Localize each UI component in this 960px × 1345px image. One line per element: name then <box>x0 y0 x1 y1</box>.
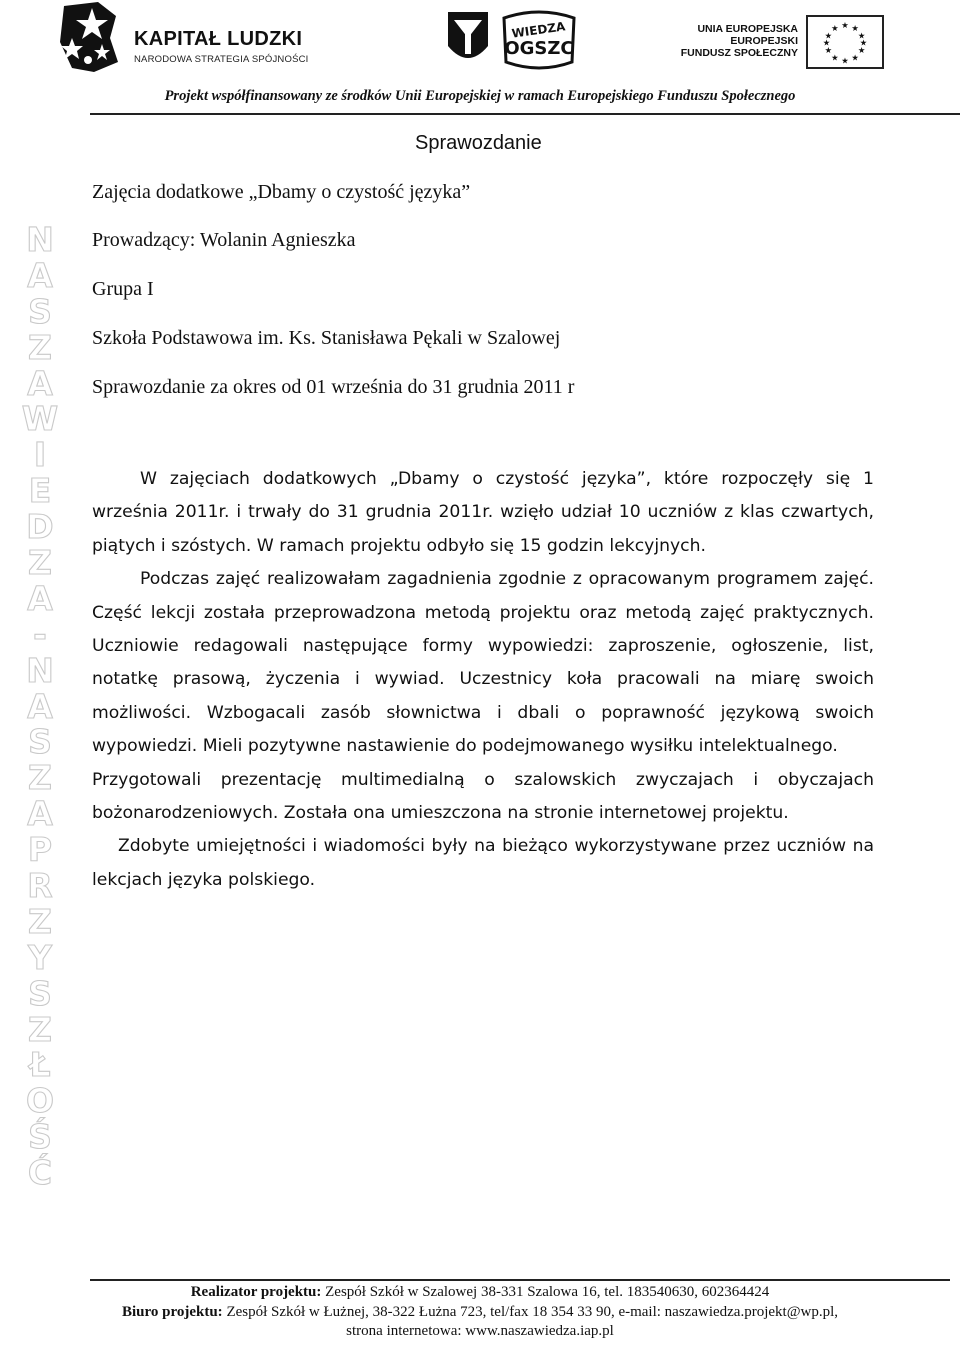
sidebar-letter: Ł <box>29 1045 51 1085</box>
svg-text:★: ★ <box>831 22 839 33</box>
sidebar-letter: A <box>27 255 53 295</box>
sidebar-letter: Ś <box>28 1117 52 1157</box>
sidebar-letter: S <box>28 291 52 331</box>
kapital-ludzki-logo <box>58 2 318 74</box>
sidebar-letter: A <box>27 363 53 403</box>
svg-text:★: ★ <box>831 52 839 63</box>
sidebar-slogan <box>10 222 70 1191</box>
sidebar-letter: R <box>27 866 53 906</box>
group-name: Grupa I <box>92 278 154 300</box>
sidebar-letter: I <box>33 435 47 475</box>
sidebar-letter: Z <box>28 327 52 367</box>
sidebar-letter: - <box>33 614 47 654</box>
school-name: Szkoła Podstawowa im. Ks. Stanisława Pękali w Szalowej <box>92 327 561 349</box>
course-name: Zajęcia dodatkowe „Dbamy o czystość języka” <box>92 181 471 203</box>
sidebar-letter: W <box>21 399 59 439</box>
sidebar-letter: Y <box>28 937 52 977</box>
school-emblem-icon <box>444 8 584 72</box>
kapital-ludzki-title: KAPITAŁ LUDZKI <box>134 28 303 50</box>
svg-text:★: ★ <box>824 45 833 56</box>
eu-line-3: FUNDUSZ SPOŁECZNY <box>680 47 798 59</box>
sidebar-letter: E <box>28 471 52 511</box>
sidebar-letter: A <box>27 578 53 618</box>
eu-flag-icon <box>806 15 884 69</box>
sidebar-letter: D <box>26 507 54 547</box>
eu-line-1: UNIA EUROPEJSKA <box>697 23 798 35</box>
footer-divider <box>90 1279 950 1281</box>
eu-line-2: EUROPEJSKI <box>730 35 798 47</box>
footer-label-realizator: Realizator projektu: <box>190 1284 322 1300</box>
svg-text:★: ★ <box>857 45 866 56</box>
paragraph-summary: W zajęciach dodatkowych „Dbamy o czystość języka”, które rozpoczęły się 1 września 2011r. i trwały do 31 grudnia 2011r. wzięło udział 10 uczniów z klas czwartych, piątych i szóstych. W ramach projektu odbyło się 15 godzin lekcyjnych. <box>92 469 874 556</box>
paragraph-activities: Podczas zajęć realizowałam zagadnienia zgodnie z opracowanym programem zajęć. Część lekcji została przeprowadzona metodą projektu oraz metodą zajęć praktycznych. Uczniowie redagowali następujące formy wypowiedzi: zaproszenie, ogłoszenie, list, notatkę prasową, życzenia i wywiad. Uczestnicy koła pracowali na miarę swoich możliwości. Wzbogacali zasób słownictwa i dbali o poprawność językową swoich wypowiedzi. Mieli pozytywne nastawienie do podejmowanego wysiłku intelektualnego. <box>92 569 874 757</box>
svg-text:WIEDZA: WIEDZA <box>510 19 567 41</box>
svg-text:★: ★ <box>851 52 859 63</box>
svg-text:OGSZC: OGSZC <box>504 38 574 59</box>
report-period: Sprawozdanie za okres od 01 września do 31 grudnia 2011 r <box>92 376 575 398</box>
sidebar-letter: Z <box>28 758 52 798</box>
instructor: Prowadzący: Wolanin Agnieszka <box>92 229 356 251</box>
sidebar-letter: Z <box>28 543 52 583</box>
svg-text:★: ★ <box>851 22 859 33</box>
document-title: Sprawozdanie <box>415 132 542 154</box>
footer-website: strona internetowa: www.naszawiedza.iap.pl <box>346 1323 614 1339</box>
eu-logo-text <box>681 23 798 59</box>
sidebar-letter: N <box>26 650 54 690</box>
svg-text:★: ★ <box>824 30 833 41</box>
svg-text:★: ★ <box>857 30 866 41</box>
paragraph-conclusion: Zdobyte umiejętności i wiadomości były na bieżąco wykorzystywane przez uczniów na lekcjach języka polskiego. <box>92 836 874 890</box>
sidebar-letter: S <box>28 973 52 1013</box>
sidebar-letter: P <box>27 830 53 870</box>
footer-line-1 <box>0 1283 960 1303</box>
page-header <box>0 0 960 118</box>
svg-text:★: ★ <box>841 55 849 66</box>
sidebar-letter: A <box>27 686 53 726</box>
footer-label-biuro: Biuro projektu: <box>121 1303 223 1320</box>
footer-line-2 <box>0 1303 960 1323</box>
report-body <box>92 463 874 897</box>
sidebar-letter: Ć <box>27 1153 53 1193</box>
page-footer <box>0 1283 960 1342</box>
sidebar-letter: S <box>28 722 52 762</box>
footer-realizator-details: Zespół Szkół w Szalowej 38-331 Szalowa 16, tel. 183540630, 602364424 <box>321 1284 770 1300</box>
sidebar-letter: A <box>27 794 53 834</box>
sidebar-letter: Z <box>28 1009 52 1049</box>
svg-text:★: ★ <box>841 20 849 31</box>
eu-logo <box>680 14 886 70</box>
sidebar-letter: N <box>26 220 54 259</box>
cofinancing-note: Projekt współfinansowany ze środków Unii Europejskiej w ramach Europejskiego Funduszu Społecznego <box>164 88 796 104</box>
svg-text:★: ★ <box>859 37 868 48</box>
sidebar-letter: O <box>25 1081 55 1121</box>
kapital-ludzki-star-icon <box>58 2 122 74</box>
svg-text:★: ★ <box>822 37 831 48</box>
footer-biuro-details: Zespół Szkół w Łużnej, 38-322 Łużna 723, tel/fax 18 354 33 90, e-mail: naszawiedza.projekt@wp.pl, <box>222 1303 839 1320</box>
sidebar-letter: Z <box>28 901 52 941</box>
project-logos <box>444 8 584 72</box>
header-divider <box>90 113 960 115</box>
kapital-ludzki-subtitle: NARODOWA STRATEGIA SPÓJNOŚCI <box>134 54 309 65</box>
paragraph-presentation: Przygotowali prezentację multimedialną o szalowskich zwyczajach i obyczajach bożonarodzeniowych. Została ona umieszczona na stronie internetowej projektu. <box>92 769 874 824</box>
